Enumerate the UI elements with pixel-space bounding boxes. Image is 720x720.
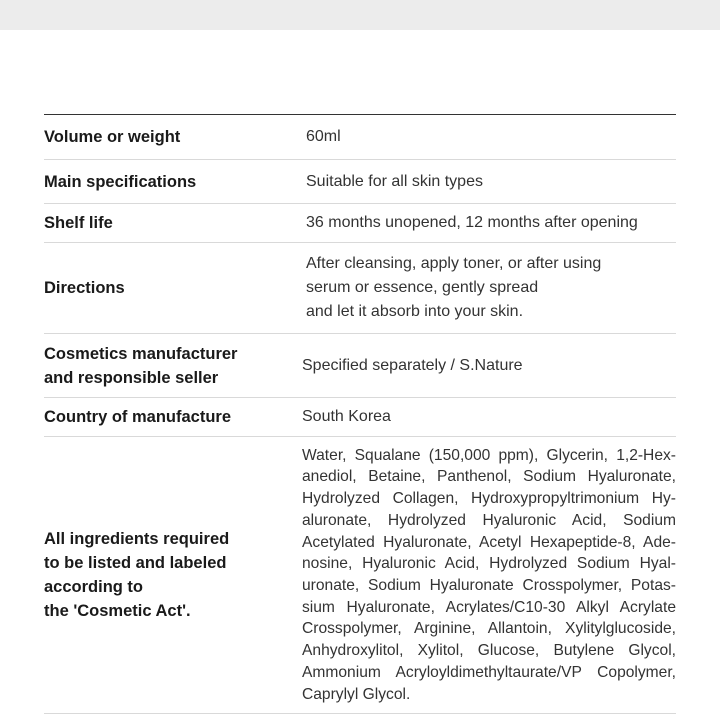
row-value: Suitable for all skin types xyxy=(306,172,483,190)
row-value: South Korea xyxy=(302,408,391,425)
table-row-shelf-life xyxy=(44,204,676,243)
table-row-volume xyxy=(44,115,676,160)
table-row-main-specifications xyxy=(44,160,676,204)
table-row-ingredients xyxy=(44,437,676,714)
ingredients-list: Water, Squalane (150,000 ppm), Glycerin, 1,2-Hexanediol, Betaine, Panthenol, Sodium Hyaluronate, Hydrolyzed Collagen, Hydroxypropyltrimonium Hyaluronate, Hydrolyzed Hyaluronic Acid, Sodium Acetylated Hyaluronate, Acetyl Hexapeptide-8, Adenosine, Hyaluronic Acid, Hydrolyzed Sodium Hyaluronate, Sodium Hyaluronate Crosspolymer, Potassium Hyaluronate, Acrylates/C10-30 Alkyl Acrylate Crosspolymer, Arginine, Allantoin, Xylitylglucoside, Anhydroxylitol, Xylitol, Glucose, Butylene Glycol, Ammonium Acryloyldimethyltaurate/VP Copolymer, Caprylyl Glycol. xyxy=(302,446,676,703)
product-info-table xyxy=(44,114,676,714)
row-label: All ingredients required to be listed and labeled according to the 'Cosmetic Act'. xyxy=(44,530,230,620)
row-label: Volume or weight xyxy=(44,128,181,146)
table-row-directions xyxy=(44,243,676,334)
row-label: Directions xyxy=(44,279,125,297)
row-label: Main specifications xyxy=(44,172,197,191)
row-value: 36 months unopened, 12 months after opening xyxy=(306,214,638,231)
top-banner-strip xyxy=(0,0,720,30)
row-label: Shelf life xyxy=(44,214,113,232)
row-value: Specified separately / S.Nature xyxy=(302,356,523,374)
table-row-manufacturer xyxy=(44,334,676,398)
row-value: After cleansing, apply toner, or after using serum or essence, gently spread and let it absorb into your skin. xyxy=(306,255,602,320)
row-value: 60ml xyxy=(306,128,341,145)
table-row-country xyxy=(44,398,676,437)
row-label: Cosmetics manufacturer and responsible seller xyxy=(44,344,238,387)
row-label: Country of manufacture xyxy=(44,408,232,426)
